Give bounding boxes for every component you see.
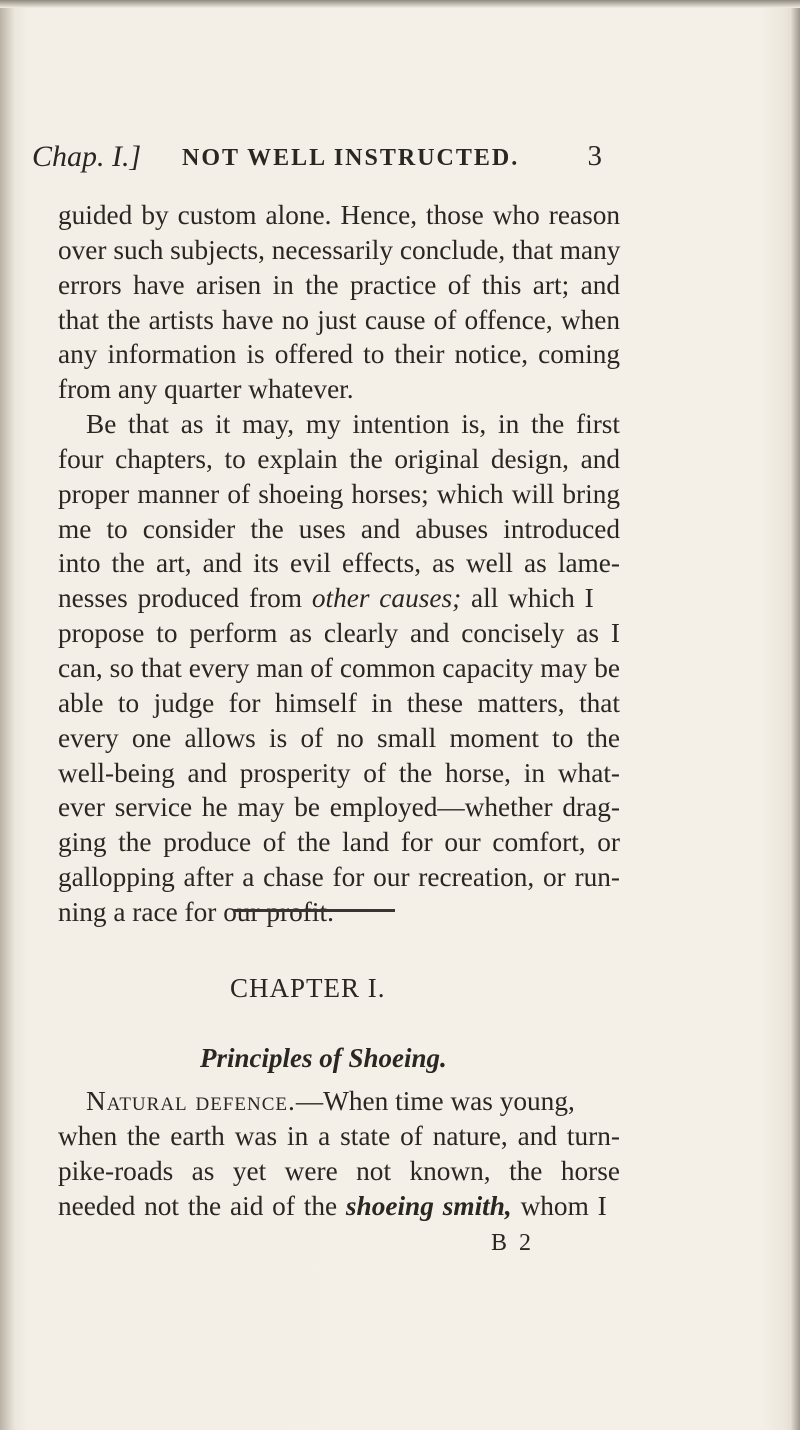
text-line: gallopping after a chase for our recreation, or run- — [58, 862, 620, 893]
text-line: pike-roads as yet were not known, the horse — [58, 1155, 620, 1186]
chapter-subtitle: Principles of Shoeing. — [200, 1043, 447, 1073]
text-line: Be that as it may, my intention is, in the first — [86, 409, 620, 440]
chapter-reference: Chap. I.] — [32, 140, 142, 173]
text-line: ging the produce of the land for our comfort, or — [58, 827, 620, 858]
text-line: over such subjects, necessarily conclude, that many — [58, 234, 621, 265]
section-divider — [233, 909, 395, 912]
text-line: when the earth was in a state of nature, and turn- — [58, 1120, 620, 1151]
text-line: any information is offered to their notice, coming — [58, 339, 620, 370]
text-line: ning a race for our profit. — [58, 896, 334, 927]
text-segment: needed not the aid of the — [58, 1190, 346, 1221]
text-line: propose to perform as clearly and concisely as I — [58, 618, 620, 649]
text-line: into the art, and its evil effects, as well as lame- — [58, 548, 620, 579]
text-line-mixed — [58, 581, 620, 616]
page-right-edge — [790, 0, 800, 1430]
signature-mark: B 2 — [491, 1230, 535, 1256]
emphasis-other-causes: other causes; — [311, 583, 462, 614]
text-line: able to judge for himself in these matters, that — [58, 687, 620, 718]
text-line: that the artists have no just cause of offence, when — [58, 304, 620, 335]
text-line: every one allows is of no small moment to the — [58, 722, 620, 753]
text-segment: whom I — [511, 1190, 607, 1221]
text-line: from any quarter whatever. — [58, 374, 354, 405]
text-line: guided by custom alone. Hence, those who reason — [58, 200, 620, 230]
page-top-edge — [0, 0, 800, 8]
text-line: four chapters, to explain the original design, and — [58, 443, 620, 474]
section-lead: Natural defence. — [86, 1086, 296, 1116]
emphasis-shoeing-smith: shoeing smith, — [345, 1190, 512, 1221]
text-line-mixed — [58, 1084, 620, 1119]
text-segment: nesses produced from — [58, 583, 312, 614]
text-line: proper manner of shoeing horses; which will bring — [58, 478, 620, 509]
running-header — [32, 140, 602, 180]
text-line: errors have arisen in the practice of this art; and — [58, 269, 620, 300]
text-line: ever service he may be employed—whether drag- — [58, 792, 620, 823]
chapter-heading: CHAPTER I. — [230, 973, 386, 1003]
text-line-mixed — [58, 1189, 620, 1224]
paragraph-intro — [58, 198, 620, 930]
running-title: NOT WELL INSTRUCTED. — [182, 145, 520, 171]
text-segment: —When time was young, — [295, 1086, 575, 1116]
page-left-edge — [0, 0, 14, 1430]
text-line: can, so that every man of common capacity may be — [58, 652, 620, 683]
paragraph-natural-defence — [58, 1084, 620, 1223]
text-line: well-being and prosperity of the horse, in what- — [58, 757, 620, 788]
page-number: 3 — [587, 140, 602, 172]
text-segment: all which I — [461, 583, 594, 614]
text-line: me to consider the uses and abuses introduced — [58, 513, 620, 544]
